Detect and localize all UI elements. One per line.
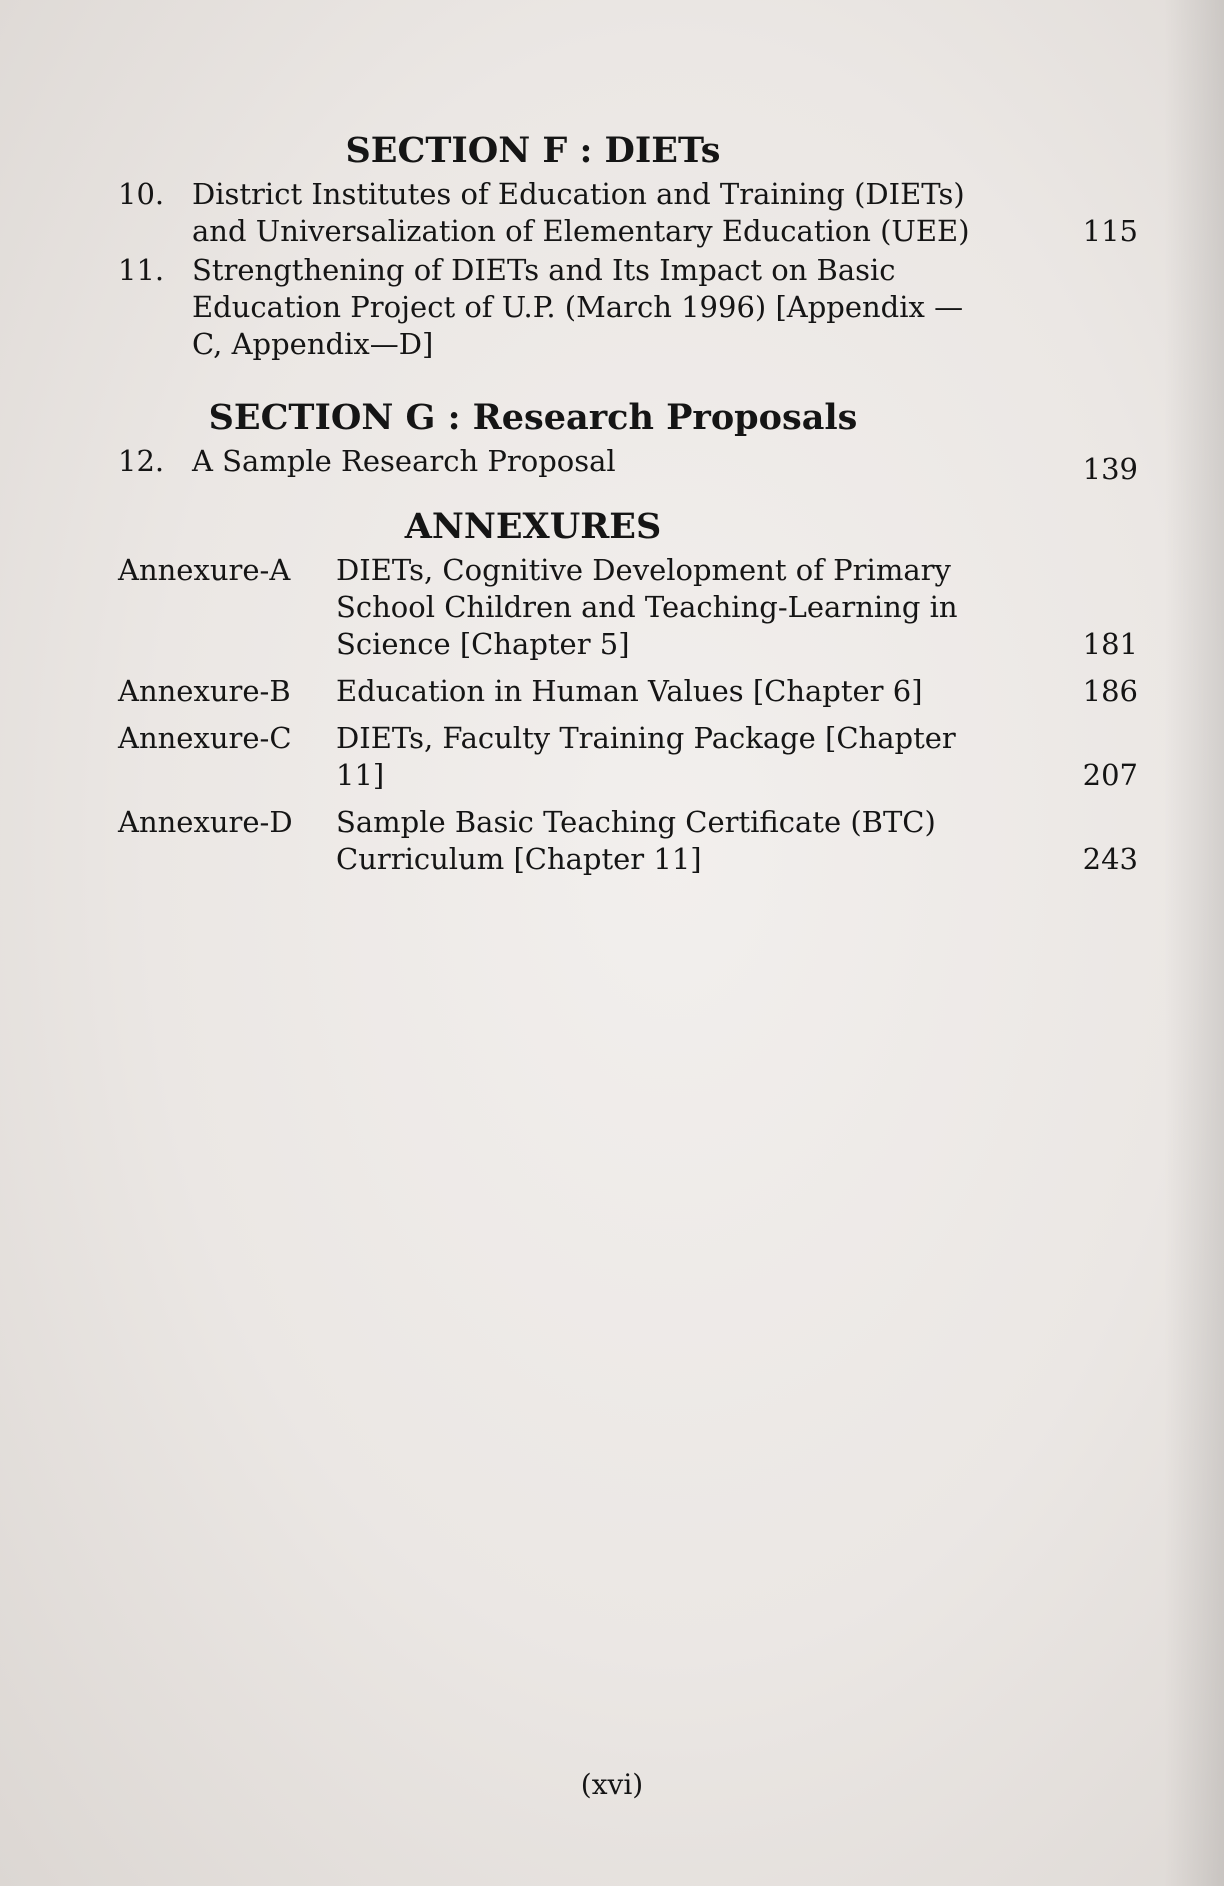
annexure-page: 186 — [1082, 674, 1138, 708]
toc-entry-11 — [118, 252, 1138, 363]
toc-content — [118, 130, 1138, 878]
annexure-title: DIETs, Faculty Training Package [Chapter 11] — [336, 721, 956, 792]
toc-entry-12 — [118, 443, 1138, 486]
annexure-a — [118, 552, 1138, 663]
annexure-label: Annexure-D — [118, 805, 293, 839]
annexure-d — [118, 804, 1138, 878]
entry-page: 115 — [1082, 214, 1138, 248]
annexure-page: 181 — [1082, 627, 1138, 661]
entry-number: 12. — [118, 444, 165, 478]
entry-title: District Institutes of Education and Training (DIETs) and Universalization of Elementary Education (UEE) — [192, 177, 970, 248]
entry-page: 139 — [1082, 452, 1138, 486]
annexure-c — [118, 720, 1138, 794]
annexure-page: 243 — [1082, 842, 1138, 876]
annexure-label: Annexure-C — [118, 721, 292, 755]
annexure-title: DIETs, Cognitive Development of Primary School Children and Teaching-Learning in Science [Chapter 5] — [336, 553, 958, 661]
section-g-title: SECTION G : Research Proposals — [208, 397, 858, 438]
entry-number: 10. — [118, 177, 165, 211]
annexure-b — [118, 673, 1138, 710]
page-edge-shadow — [1164, 0, 1224, 1886]
annexure-page: 207 — [1082, 758, 1138, 792]
annexures-title: ANNEXURES — [404, 506, 662, 547]
page-folio: (xvi) — [580, 1768, 644, 1801]
toc-entry-10 — [118, 176, 1138, 250]
entry-title: Strengthening of DIETs and Its Impact on Basic Education Project of U.P. (March 1996) [Appendix — C, Appendix—D] — [192, 253, 964, 361]
annexure-label: Annexure-B — [118, 674, 291, 708]
entry-title: A Sample Research Proposal — [192, 444, 616, 478]
annexure-title: Sample Basic Teaching Certificate (BTC) Curriculum [Chapter 11] — [336, 805, 936, 876]
annexure-title: Education in Human Values [Chapter 6] — [336, 674, 923, 708]
entry-number: 11. — [118, 253, 165, 287]
section-f-title: SECTION F : DIETs — [345, 130, 721, 171]
annexure-label: Annexure-A — [118, 553, 291, 587]
